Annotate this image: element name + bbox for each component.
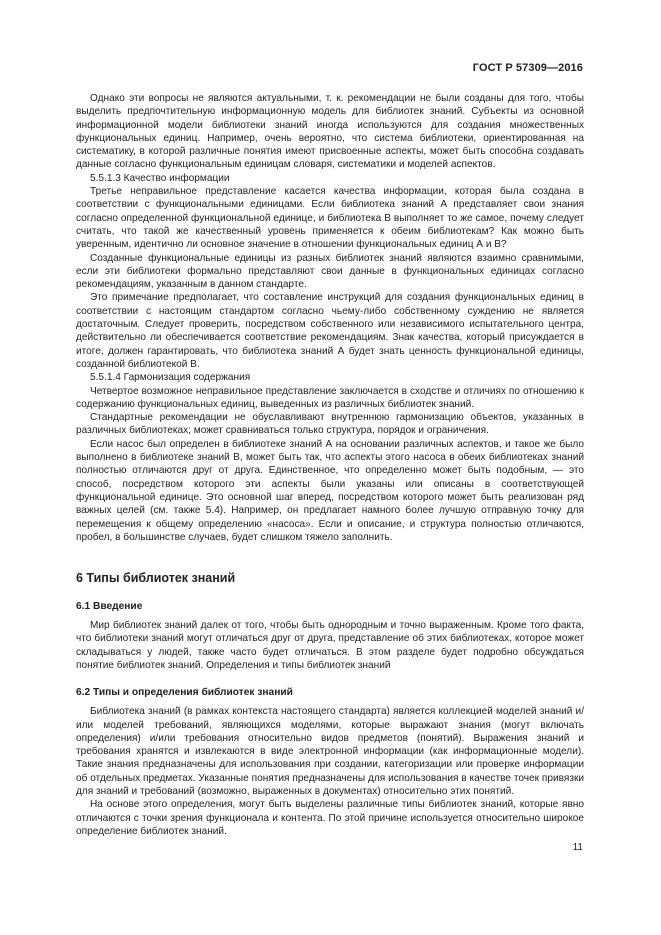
paragraph: Это примечание предполагает, что составление инструкций для создания функциональных единиц в соответствии с настоящим стандартом согласно чьему-либо собственному суждению не является достаточным. Следует проверить, посредством собственного или независимого испытательного центра, действительно ли обеспечивается соответствие рекомендациям. Знак качества, который присуждается в итоге, должен гарантировать, что библиотека знаний А будет знать ценность функциональной единицы, созданной библиотекой В. xyxy=(76,292,584,370)
page-number: 11 xyxy=(572,842,583,853)
chapter-heading-6: 6 Типы библиотек знаний xyxy=(76,571,236,586)
section-heading-5-5-1-4: 5.5.1.4 Гармонизация содержания xyxy=(90,372,251,384)
section-heading-6-1: 6.1 Введение xyxy=(76,601,143,613)
paragraph: Стандартные рекомендации не обуславливают внутреннюю гармонизацию объектов, указанных в различных библиотеках; может сравниваться только структура, порядок и ограничения. xyxy=(76,412,584,437)
paragraph: Мир библиотек знаний далек от того, чтобы быть однородным и точно выраженным. Кроме того факта, что библиотеки знаний могут отличаться друг от друга, представление об этих библиотеках, которое может складываться у людей, также часто будет отличаться. В этом разделе будет подробно обсуждаться понятие библиотек знаний. Определения и типы библиотек знаний xyxy=(76,620,584,671)
paragraph: Однако эти вопросы не являются актуальными, т. к. рекомендации не были созданы для того, чтобы выделить предпочтительную информационную модель для библиотек знаний. Субъекты из основной информационной модели библиотеки знаний иногда используются для создания множественных функциональных единиц. Например, очень вероятно, что система библиотеки, ориентированная на систематику, в которой различные понятия имеют присвоенные аспекты, может быть способна создавать данные согласно функциональным единицам словаря, систематики и моделей аспектов. xyxy=(76,93,584,171)
section-heading-6-2: 6.2 Типы и определения библиотек знаний xyxy=(76,687,293,699)
paragraph: Третье неправильное представление касается качества информации, которая была создана в соответствии с функциональными единицами. Если библиотека знаний А представляет свои знания согласно определенной функциональной единице, и библиотека В выполняет то же самое, почему следует считать, что такой же качественный уровень применяется к обеим библиотекам? Как можно быть уверенным, идентично ли основное значение в отношении функциональных единиц А и В? xyxy=(76,186,584,251)
document-code: ГОСТ Р 57309—2016 xyxy=(472,62,583,74)
paragraph: Созданные функциональные единицы из разных библиотек знаний являются взаимно сравнимыми, если эти библиотеки формально представляют свои данные в функциональных единицах согласно рекомендациям, указанным в данном стандарте. xyxy=(76,252,584,291)
paragraph: Библиотека знаний (в рамках контекста настоящего стандарта) является коллекцией моделей знаний и/или моделей требований, являющихся моделями, которые выражают знания (могут включать определения) и/или требования относительно видов предметов (понятий). Выражения знаний и требования хранятся и извлекаются в виде электронной информации (как информационные модели). Такие знания предназначены для использования при создании, категоризации или проверке информации об отдельных предметах. Указанные понятия предназначены для использования в качестве точек привязки для знаний и требований (возможно, выраженных в документах) относительно этих понятий. xyxy=(76,706,584,798)
page-content xyxy=(76,92,584,838)
paragraph: Четвертое возможное неправильное представление заключается в сходстве и отличиях по отношению к содержанию функциональных единиц, выведенных из различных библиотек знаний. xyxy=(76,385,584,410)
paragraph: Если насос был определен в библиотеке знаний А на основании различных аспектов, и такое же было выполнено в библиотеке знаний В, может быть так, что аспекты этого насоса в обеих библиотеках знаний полностью отличаются друг от друга. Единственное, что определенно может быть подобным, — это способ, посредством которого эти аспекты были указаны или описаны в соответствующей функциональной единице. Это основной шаг вперед, посредством которого может быть реализован ряд важных целей (см. также 5.4). Например, он предлагает намного более лучшую отправную точку для перемещения к общему определению «насоса». Если и описание, и структура полностью отличаются, пробел, в большинстве случаев, будет слишком тяжело заполнить. xyxy=(76,438,584,543)
paragraph: На основе этого определения, могут быть выделены различные типы библиотек знаний, которые явно отличаются с точки зрения функционала и контента. По этой причине используется относительно широкое определение библиотек знаний. xyxy=(76,799,584,837)
section-heading-5-5-1-3: 5.5.1.3 Качество информации xyxy=(90,172,230,184)
